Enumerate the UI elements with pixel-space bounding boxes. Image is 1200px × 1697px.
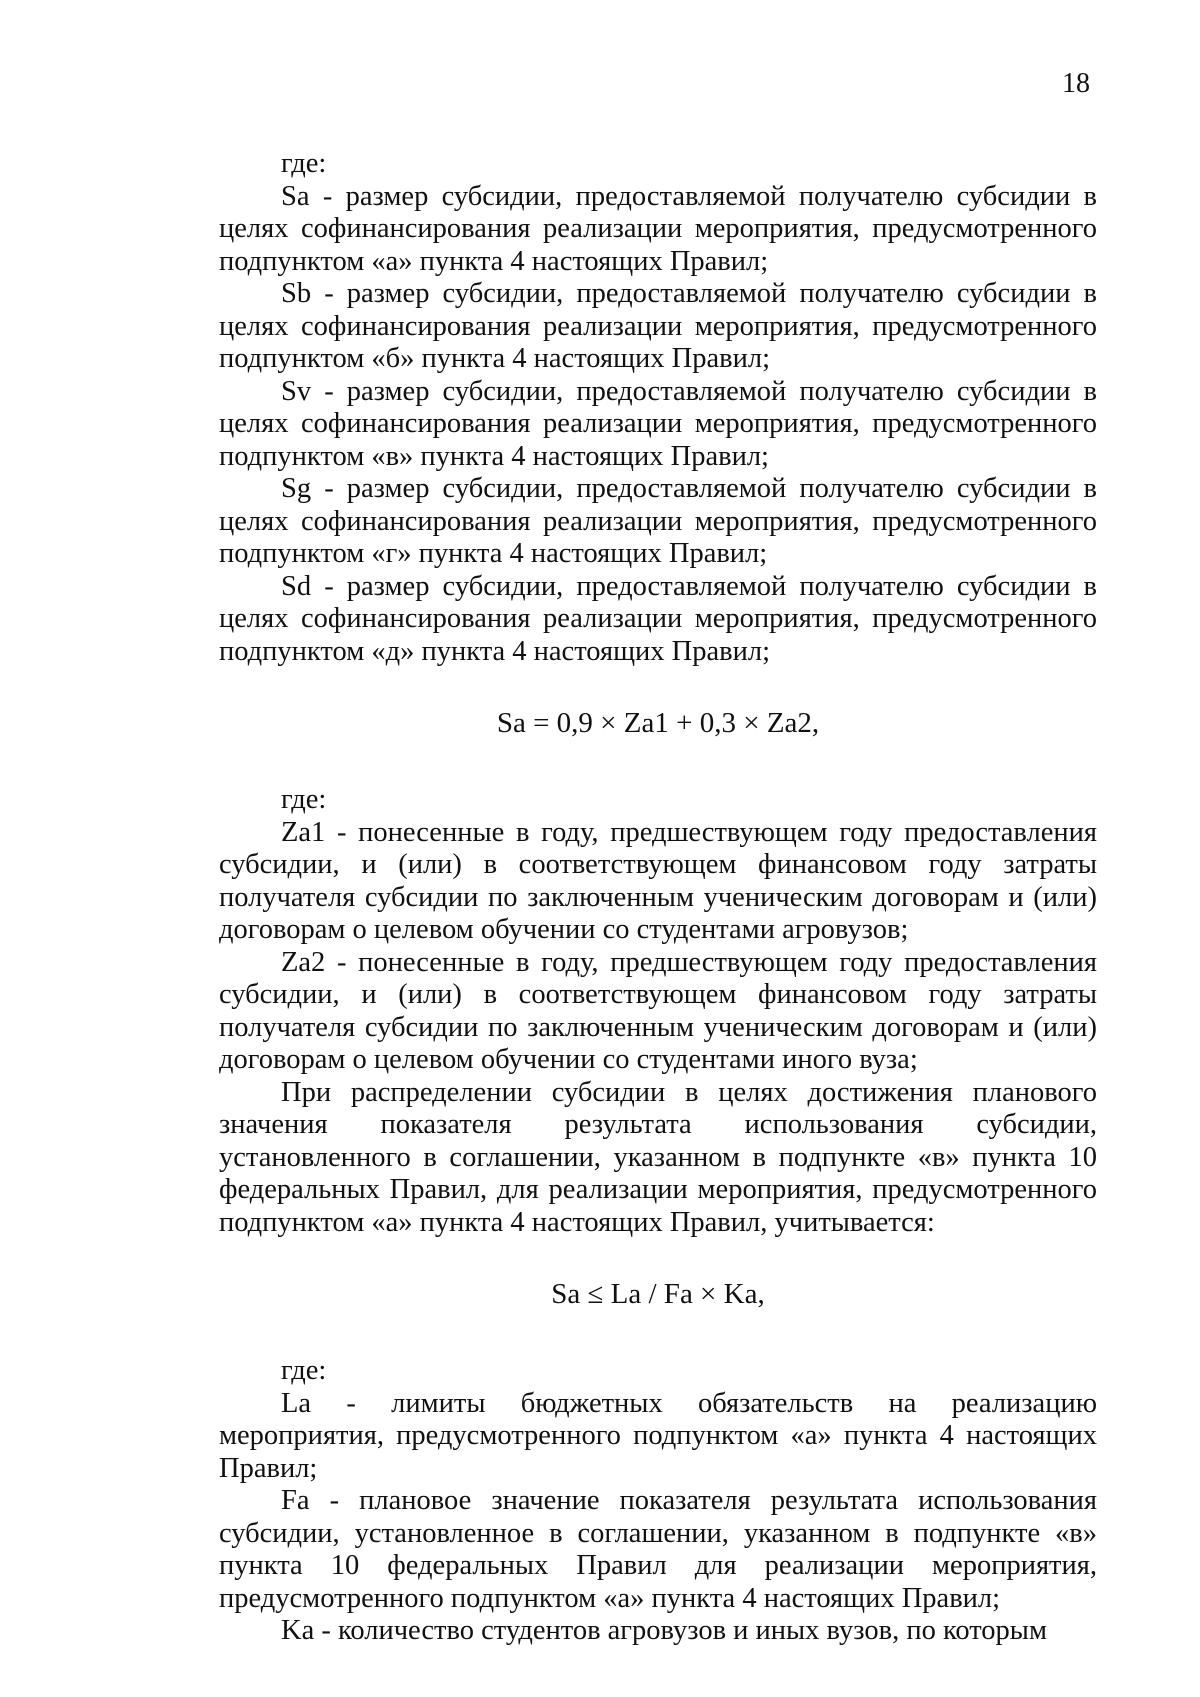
where-label: где: xyxy=(281,1355,327,1386)
where-label: где: xyxy=(281,784,327,815)
definition-sb: Sb - размер субсидии, предоставляемой получателю субсидии в целях софинансирования реализации мероприятия, предусмотренного подпунктом «б» пункта 4 настоящих Правил; xyxy=(219,278,1097,374)
document-body xyxy=(219,148,1097,1648)
paragraph-distribution: При распределении субсидии в целях достижения планового значения показателя результата использования субсидии, установленного в соглашении, указанном в подпункте «в» пункта 10 федеральных Правил, для реализации мероприятия, предусмотренного подпунктом «а» пункта 4 настоящих Правил, учитывается: xyxy=(219,1076,1097,1238)
definition-sa: Sa - размер субсидии, предоставляемой получателю субсидии в целях софинансирования реализации мероприятия, предусмотренного подпунктом «а» пункта 4 настоящих Правил; xyxy=(219,180,1097,277)
definition-za2: Za2 - понесенные в году, предшествующем году предоставления субсидии, и (или) в соответствующем финансовом году затраты получателя субсидии по заключенным ученическим договорам и (или) договорам о целевом обучении со студентами иного вуза; xyxy=(219,946,1097,1075)
page-number: 18 xyxy=(1062,68,1090,99)
where-label: где: xyxy=(281,148,327,179)
definition-sv: Sv - размер субсидии, предоставляемой получателю субсидии в целях софинансирования реализации мероприятия, предусмотренного подпунктом «в» пункта 4 настоящих Правил; xyxy=(219,375,1097,472)
definition-sd: Sd - размер субсидии, предоставляемой получателю субсидии в целях софинансирования реализации мероприятия, предусмотренного подпунктом «д» пункта 4 настоящих Правил; xyxy=(219,570,1097,667)
definition-fa: Fa - плановое значение показателя результата использования субсидии, установленное в соглашении, указанном в подпункте «в» пункта 10 федеральных Правил для реализации мероприятия, предусмотренного подпунктом «а» пункта 4 настоящих Правил; xyxy=(219,1485,1097,1614)
definition-la: La - лимиты бюджетных обязательств на реализацию мероприятия, предусмотренного подпунктом «а» пункта 4 настоящих Правил; xyxy=(219,1387,1097,1484)
formula-sa-limit: Sa ≤ La / Fa × Ka, xyxy=(551,1278,765,1310)
definition-ka: Ka - количество студентов агровузов и иных вузов, по которым xyxy=(281,1615,1047,1646)
definition-za1: Za1 - понесенные в году, предшествующем году предоставления субсидии, и (или) в соответствующем финансовом году затраты получателя субсидии по заключенным ученическим договорам и (или) договорам о целевом обучении со студентами агровузов; xyxy=(219,816,1097,945)
definition-sg: Sg - размер субсидии, предоставляемой получателю субсидии в целях софинансирования реализации мероприятия, предусмотренного подпунктом «г» пункта 4 настоящих Правил; xyxy=(219,473,1097,569)
formula-sa: Sa = 0,9 × Za1 + 0,3 × Za2, xyxy=(496,707,820,739)
